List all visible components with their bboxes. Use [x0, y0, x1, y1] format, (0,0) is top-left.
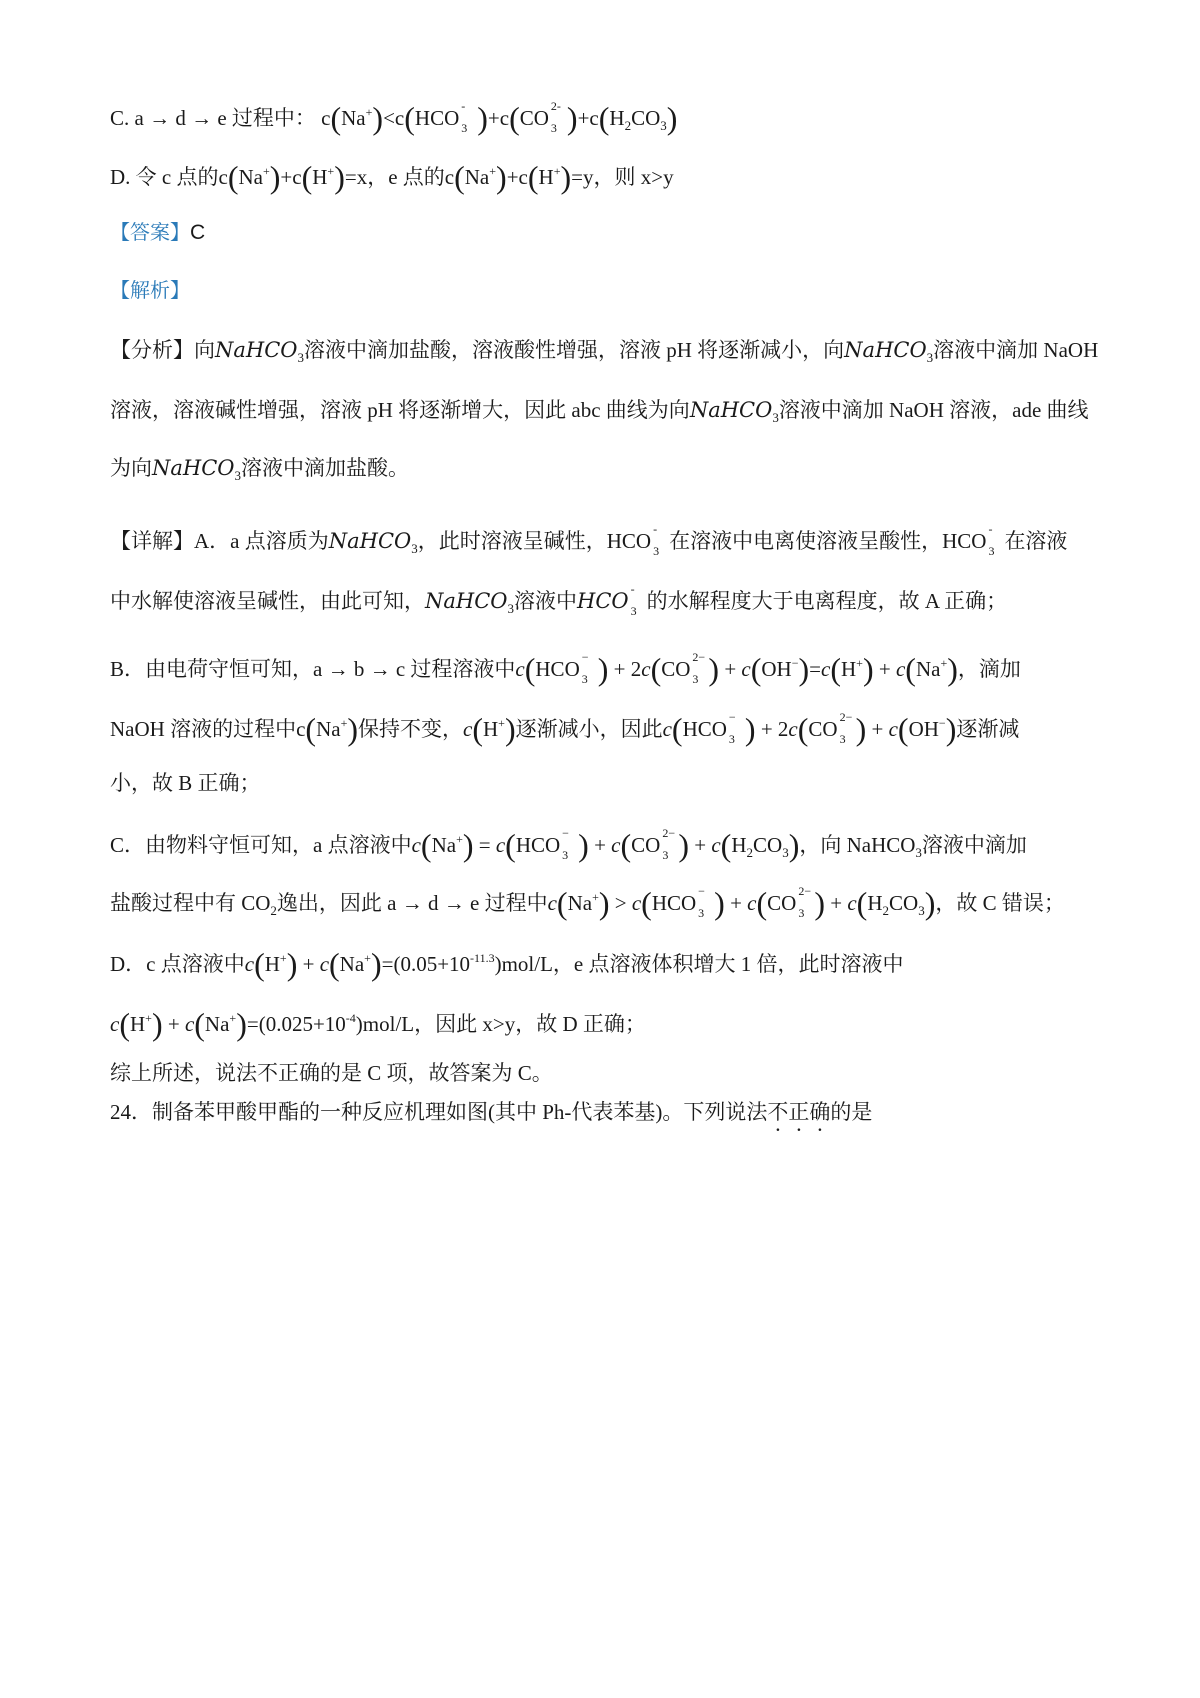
xiangjie-a-line-1: 【详解】A．a 点溶质为NaHCO$_3$，此时溶液呈碱性，HCO - 3 在溶液中电离使溶液呈酸性，HCO - 3 在溶液 — [110, 522, 1068, 558]
analysis-line — [110, 274, 190, 306]
xiangjie-a-line-2: 中水解使溶液呈碱性，由此可知，NaHCO$_3$溶液中HCO - 3 的水解程度大于电离程度，故 A 正确； — [110, 582, 1008, 618]
option-d-mid1: =x，e 点的 — [344, 165, 445, 189]
emphasis-text: 不正确 — [767, 1100, 831, 1124]
fenxi-tag: 【分析】 — [110, 338, 194, 362]
answer-tag: 【答案】 — [110, 220, 190, 244]
option-c-prefix: C. a → d → e 过程中： — [110, 106, 316, 130]
option-d-formula-y: c(Na+)+c(H+) — [444, 159, 572, 195]
fenxi-line-1: 【分析】向NaHCO$_3$溶液中滴加盐酸，溶液酸性增强，溶液 pH 将逐渐减小，向NaHCO$_3$溶液中滴加 NaOH — [110, 338, 1099, 365]
question-24: 24．制备苯甲酸甲酯的一种反应机理如图(其中 Ph-代表苯基)。下列说法不正确的是 — [110, 1100, 873, 1124]
xiangjie-d-line-1: D．c 点溶液中$c(H^+) + c(Na^+)=(0.05+10^{-11.3})mol/L$，e 点溶液体积增大 1 倍，此时溶液中 — [110, 946, 904, 982]
summary-line: 综上所述，说法不正确的是 C 项，故答案为 C。 — [110, 1061, 553, 1085]
charge-balance-formula: c(HCO − 3 ) + 2c(CO 2− 3 ) + c(OH−)=c(H+) + c(Na+) — [515, 650, 958, 687]
xiangjie-c-line-2: 盐酸过程中有 $CO_2$逸出，因此 a → d → e 过程中c(Na+) > c(HCO − 3 ) + c(CO 2− 3 ) + $c(H_2CO_3)$，故 C 错误； — [110, 884, 1065, 921]
answer-value: C — [190, 221, 206, 244]
xiangjie-tag: 【详解】 — [110, 529, 194, 553]
option-c-formula: c(Na+)<c(HCO - 3 )+c(CO 2- 3 )$+c(H_2CO_3)$ — [321, 99, 678, 136]
option-d-mid2: =y，则 x>y — [571, 165, 674, 189]
option-d-prefix: D. 令 c 点的 — [110, 165, 219, 189]
xiangjie-b-line-2: NaOH 溶液的过程中c(Na+)保持不变，c(H+)逐渐减小，因此c(HCO − 3 ) + 2c(CO 2− 3 ) + c(OH−)逐渐减 — [110, 710, 1020, 747]
option-d-formula-x: c(Na+)+c(H+) — [218, 159, 345, 195]
mass-balance-formula: c(Na+) = c(HCO − 3 ) + c(CO 2− 3 ) + $c(H_2CO_3)$ — [411, 826, 800, 863]
xiangjie-b-line-1: B．由电荷守恒可知，a → b → c 过程溶液中c(HCO − 3 ) + 2c(CO 2− 3 ) + c(OH−)=c(H+) + c(Na+)，滴加 — [110, 650, 1021, 687]
option-c — [110, 96, 677, 142]
analysis-tag: 【解析】 — [110, 278, 190, 302]
option-d — [110, 155, 674, 193]
fenxi-line-3: 为向NaHCO$_3$溶液中滴加盐酸。 — [110, 456, 409, 483]
xiangjie-b-line-3: 小，故 B 正确； — [110, 771, 261, 795]
fenxi-line-2: 溶液，溶液碱性增强，溶液 pH 将逐渐增大，因此 abc 曲线为向NaHCO$_3$溶液中滴加 NaOH 溶液，ade 曲线 — [110, 398, 1089, 425]
xiangjie-d-line-2: $c(H^+) + c(Na^+)=(0.025+10^{-4})mol/L$，因此 x>y，故 D 正确； — [110, 1006, 646, 1042]
xiangjie-c-line-1: C．由物料守恒可知，a 点溶液中c(Na+) = c(HCO − 3 ) + c(CO 2− 3 ) + $c(H_2CO_3)$，向 NaHCO$_3$溶液中滴加 — [110, 826, 1027, 863]
answer-line — [110, 216, 205, 249]
